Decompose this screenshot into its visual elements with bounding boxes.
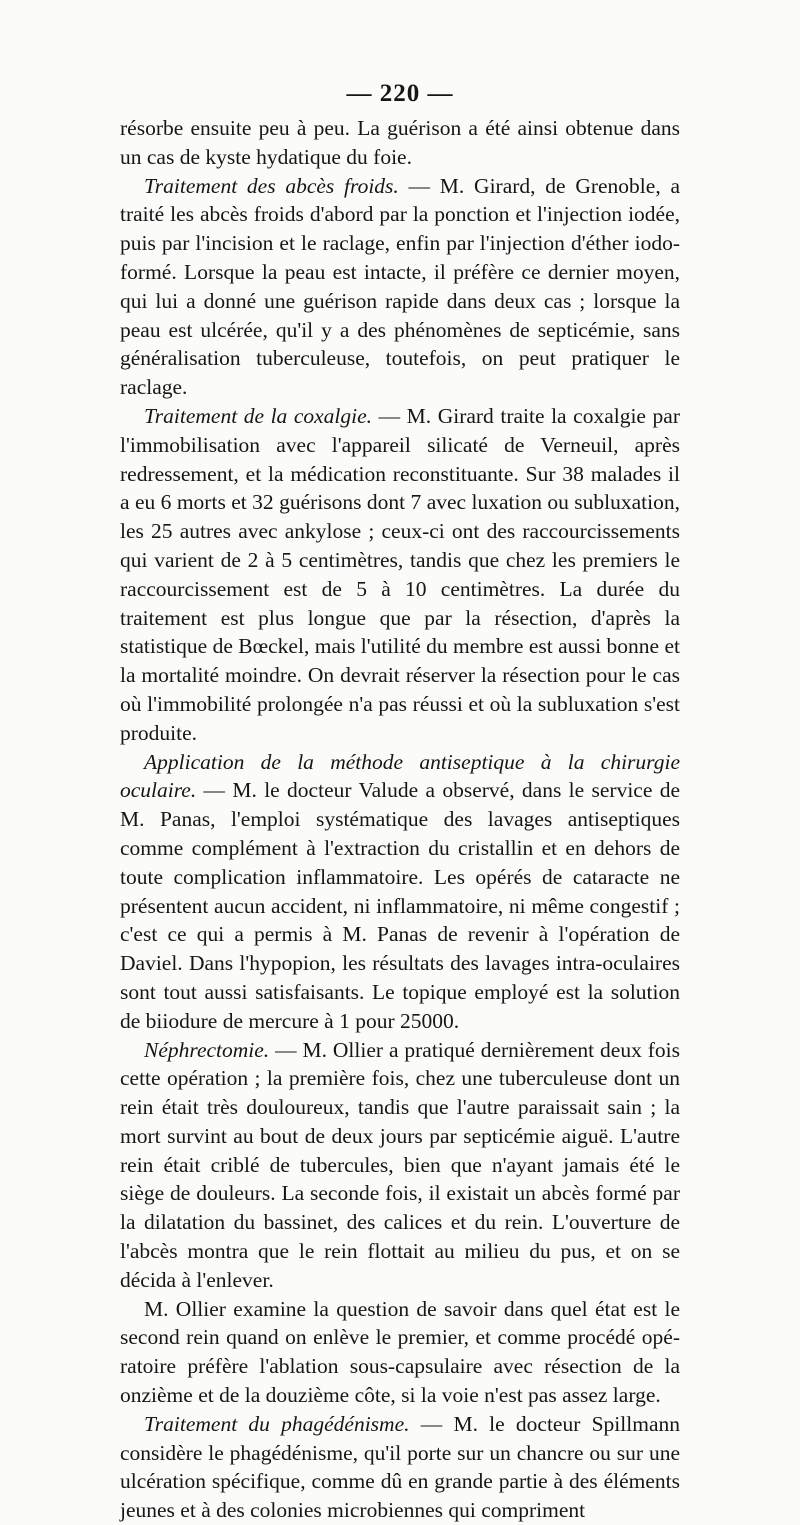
page-number: — 220 —: [346, 80, 454, 107]
paragraph-text: — M. Ollier a pratiqué dernièrement deux fois cette opération ; la première fois, chez une tuberculeuse dont un rein était très douloureux, tandis que l'autre paraissait sain ; la mort survint au bout de deux jours par septicémie aiguë. L'autre rein était criblé de tubercules, bien que n'ayant jamais été le siège de douleurs. La seconde fois, il existait un abcès formé par la dilatation du bassinet, des calices et du rein. L'ouverture de l'abcès montra que le rein flottait au milieu du pus, et on se décida à l'enlever.: [120, 1037, 680, 1292]
paragraph: [120, 402, 680, 748]
paragraph-text: — M. le docteur Valude a observé, dans le service de M. Panas, l'emploi systématique des lavages antiseptiques comme complément à l'extraction du cristallin et en dehors de toute complication inflammatoire. Les opérés de cataracte ne présentent aucun accident, ni inflammatoire, ni même congestif ; c'est ce qui a permis à M. Panas de revenir à l'opération de Daviel. Dans l'hypopion, les résultats des lavages intra-oculaires sont tout aussi satisfaisants. Le topique employé est la solution de biiodure de mercure à 1 pour 25000.: [120, 778, 680, 1033]
paragraph: [120, 1410, 680, 1525]
paragraph-text: — M. Girard, de Grenoble, a traité les abcès froids d'abord par la ponction et l'injection iodée, puis par l'incision et le raclage, enfin par l'injection d'éther iodoformé. Lorsque la peau est intacte, il préfère ce dernier moyen, qui lui a donné une guérison rapide dans deux cas ; lorsque la peau est ulcérée, qu'il y a des phénomènes de septicémie, sans généralisation tuberculeuse, toutefois, on peut pratiquer le raclage.: [120, 173, 680, 400]
paragraph-text: — M. le docteur Spillmann considère le phagédénisme, qu'il porte sur un chancre ou sur une ulcération spécifique, comme dû en grande partie à des éléments jeunes et à des colonies microbiennes qui compriment: [120, 1411, 680, 1523]
section-heading: Traitement de la coxalgie.: [144, 403, 373, 428]
paragraph-text: — M. Girard traite la coxalgie par l'immobilisation avec l'appareil silicaté de Verneuil, après redressement, et la médication reconstituante. Sur 38 malades il a eu 6 morts et 32 guérisons dont 7 avec luxation ou subluxation, les 25 autres avec ankylose ; ceux-ci ont des raccourcissements qui varient de 2 à 5 centimètres, tandis que chez les premiers le raccourcissement est de 5 à 10 centimètres. La durée du traitement est plus longue que par la résection, d'après la statistique de Bœckel, mais l'utilité du membre est aussi bonne et la mortalité moindre. On devrait réserver la résection pour le cas où l'immobilité prolongée n'a pas réussi et où la subluxation s'est produite.: [120, 403, 680, 745]
page-body: [120, 114, 680, 1525]
paragraph: [120, 748, 680, 1036]
paragraph: [120, 1036, 680, 1295]
section-heading: Application de la méthode antiseptique à la chirurgie oculaire.: [120, 749, 680, 803]
section-heading: Traitement des abcès froids.: [144, 173, 399, 198]
paragraph: [120, 1295, 680, 1410]
paragraph-text: résorbe ensuite peu à peu. La guérison a été ainsi obtenue dans un cas de kyste hydatique du foie.: [120, 116, 680, 169]
section-heading: Traitement du phagédénisme.: [144, 1411, 410, 1436]
paragraph-text: M. Ollier examine la question de savoir dans quel état est le second rein quand on enlève le premier, et comme procédé opératoire préfère l'ablation sous-capsulaire avec résection de la onzième et de la douzième côte, si la voie n'est pas assez large.: [120, 1296, 680, 1408]
paragraph: [120, 114, 680, 172]
section-heading: Néphrectomie.: [144, 1037, 270, 1062]
paragraph: [120, 172, 680, 402]
